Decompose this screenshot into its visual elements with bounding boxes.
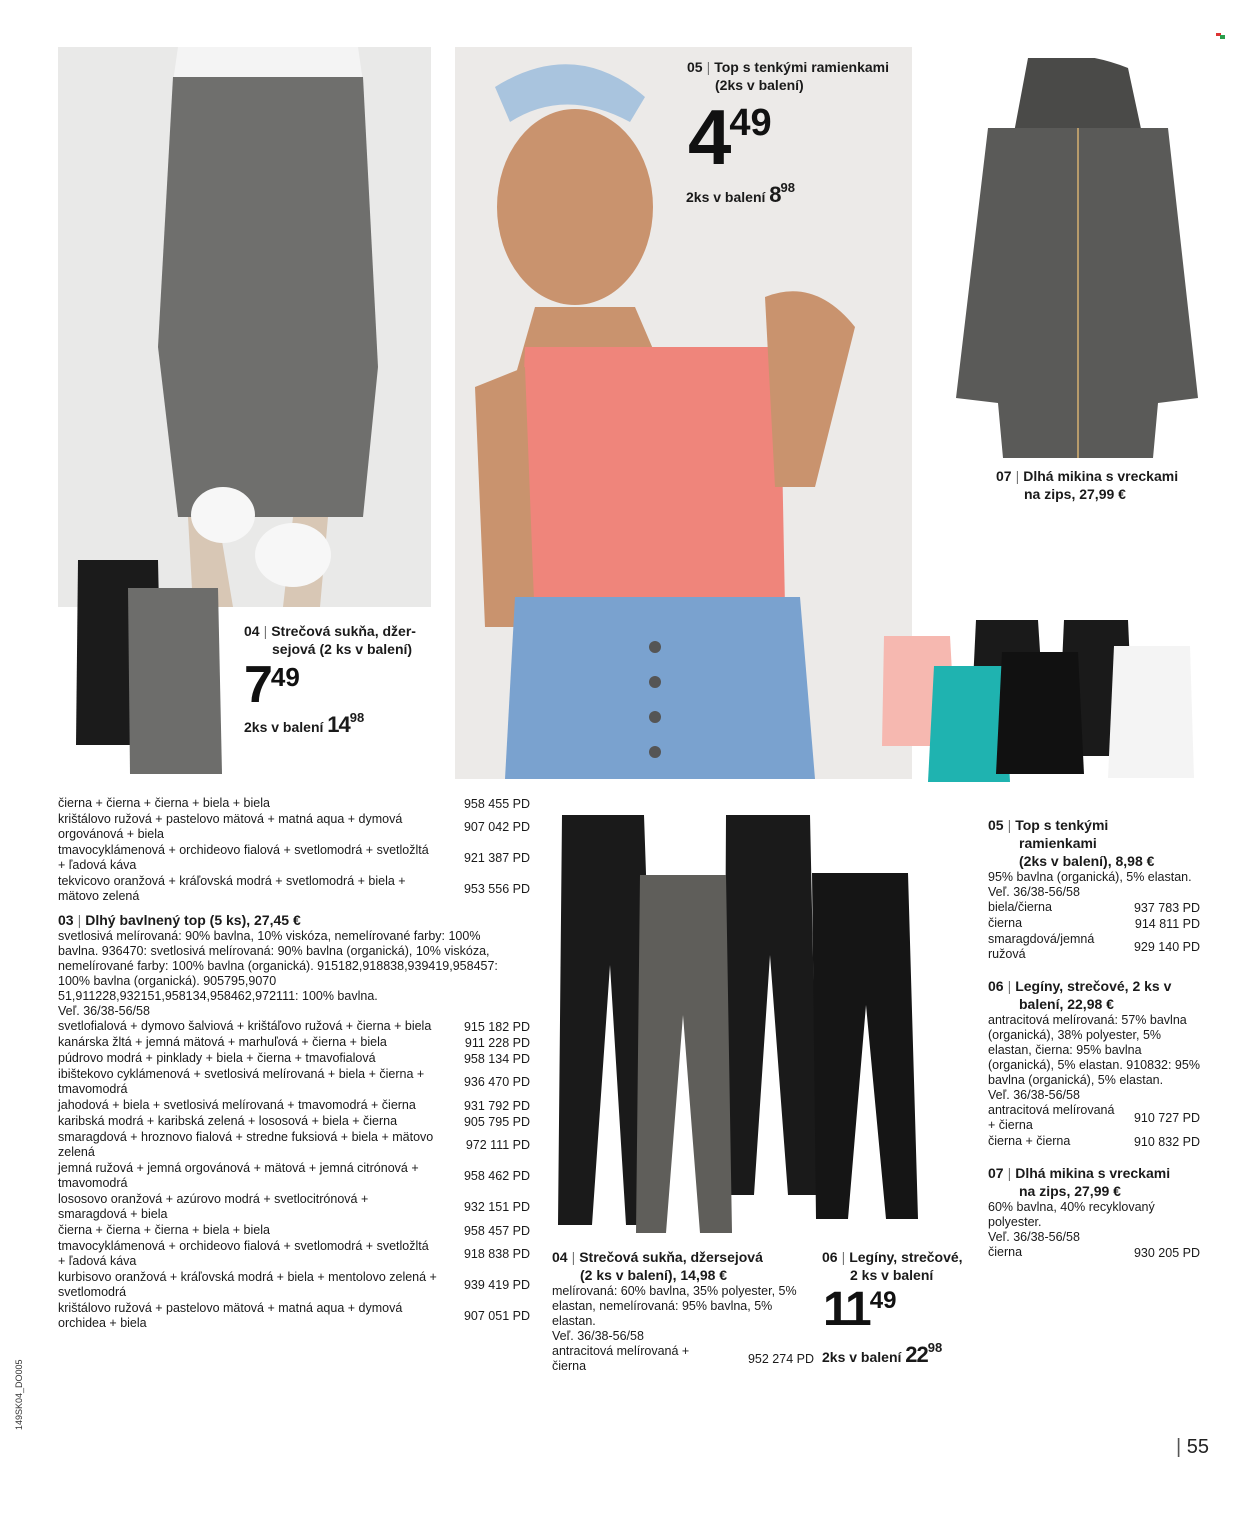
table-row (58, 1130, 530, 1161)
p06-mid-price-cents: 49 (869, 1287, 897, 1314)
p06-mid-pack (822, 1342, 942, 1368)
p04-top-title-1: Strečová sukňa, džer- (271, 623, 416, 639)
row-colors: čierna + čierna + čierna + biela + biela (58, 1223, 270, 1237)
row-colors: smaragdová/jemná ružová (988, 932, 1095, 961)
table-row (988, 1103, 1200, 1134)
p04-mid-title-2: (2 ks v balení), 14,98 € (580, 1267, 728, 1283)
row-product-code: 918 838 PD (463, 1247, 530, 1261)
row-product-code: 907 042 PD (463, 820, 530, 834)
table-row (988, 916, 1200, 932)
p05-right-description: 95% bavlna (organická), 5% elastan. (988, 870, 1192, 884)
row-colors: krištálovo ružová + pastelovo mätová + matná aqua + dymová orgovánová + biela (58, 812, 403, 841)
table-row (58, 1301, 530, 1332)
p05-right-sizes: Veľ. 36/38-56/58 (988, 885, 1080, 899)
row-colors: jemná ružová + jemná orgovánová + mätová + jemná citrónová + tmavomodrá (58, 1161, 419, 1190)
p06-mid-number: 06 (822, 1249, 838, 1265)
p03-description: svetlosivá melírovaná: 90% bavlna, 10% viskóza, nemelírované farby: 100% bavlna. 936470: svetlosivá melírovaná: 90% bavlna (organická), 10% viskóza, nemelírované farby: 100% bavlna (organická). 915182,918838,939419,958457: 100% bavlna (organická). 905795,9070 51,911228,932151,958134,958462,972111: 100% bavlna. (58, 929, 498, 1003)
table-row (58, 1161, 530, 1192)
row-colors: ibištekovo cyklámenová + svetlosivá melírovaná + biela + čierna + tmavomodrá (58, 1067, 425, 1096)
table-row (58, 1035, 530, 1051)
p06-right-title-2: balení, 22,98 € (1019, 996, 1114, 1012)
p03-heading: 03 | Dlhý bavlnený top (5 ks), 27,45 € (58, 912, 301, 928)
p07-right-sizes: Veľ. 36/38-56/58 (988, 1230, 1080, 1244)
p07-right-number: 07 (988, 1165, 1004, 1181)
skirts-inset (70, 560, 240, 782)
p04-mid-variant-text: antracitová melírovaná + čierna (552, 1344, 690, 1373)
table-row (58, 874, 530, 905)
p06-mid-heading: 06 | Legíny, strečové, 2 ks v balení (822, 1249, 963, 1283)
row-colors: antracitová melírovaná + čierna (988, 1103, 1115, 1132)
table-row (988, 1134, 1200, 1150)
row-product-code: 929 140 PD (1133, 940, 1200, 954)
p04-top-price-cents: 49 (270, 662, 300, 692)
page-number: 55 (1186, 1436, 1210, 1458)
p05-top-title-1: Top s tenkými ramienkami (714, 59, 890, 75)
side-code: 149SK04_DO005 (14, 1359, 24, 1430)
row-product-code: 958 134 PD (463, 1051, 530, 1066)
p04-top-pack (244, 712, 364, 738)
p03-number: 03 (58, 912, 74, 928)
p05-top-price-cents: 49 (729, 102, 772, 144)
left-column (58, 796, 530, 1332)
row-product-code: 932 151 PD (463, 1200, 530, 1214)
table-row (58, 1051, 530, 1067)
p05-top-heading: 05 | Top s tenkými ramienkami (2ks v balení) (687, 59, 890, 93)
p07-right-variants (988, 1245, 1200, 1261)
table-row (58, 1067, 530, 1098)
p05-right-title-1: Top s tenkými (1015, 817, 1109, 833)
row-colors: kurbisovo oranžová + kráľovská modrá + biela + mentolovo zelená + svetlomodrá (58, 1270, 437, 1299)
row-product-code: 911 228 PD (464, 1035, 530, 1050)
p04-top-price-euros: 7 (244, 656, 271, 714)
table-row (58, 796, 530, 812)
row-colors: čierna + čierna (988, 1134, 1071, 1148)
p06-mid-title-1: Legíny, strečové, (849, 1249, 963, 1265)
p05-top-price-euros: 4 (688, 93, 730, 181)
row-colors: krištálovo ružová + pastelovo mätová + matná aqua + dymová orchidea + biela (58, 1301, 403, 1330)
p07-right-heading: 07 | Dlhá mikina s vreckami na zips, 27,99 € (988, 1165, 1171, 1199)
row-product-code: 953 556 PD (463, 882, 530, 896)
table-row (58, 1192, 530, 1223)
p06-mid-pack-label: 2ks v balení (822, 1349, 902, 1365)
p05-top-pack-cents: 98 (780, 180, 795, 195)
p07-top-title-2: na zips, 27,99 € (1024, 486, 1126, 502)
row-colors: čierna (988, 1245, 1023, 1259)
row-product-code: 910 727 PD (1133, 1111, 1200, 1125)
row-colors: tmavocyklámenová + orchideovo fialová + svetlomodrá + svetložltá + ľadová káva (58, 1239, 429, 1268)
p03-sizes: Veľ. 36/38-56/58 (58, 1004, 150, 1018)
p06-mid-price (823, 1282, 896, 1338)
table-row (988, 1245, 1200, 1261)
p05-top-number: 05 (687, 59, 703, 75)
p04-top-pack-label: 2ks v balení (244, 719, 324, 735)
row-product-code: 905 795 PD (463, 1114, 530, 1129)
p05-top-pack-label: 2ks v balení (686, 189, 766, 205)
p04-top-pack-price: 14 (327, 712, 350, 737)
row-product-code: 937 783 PD (1133, 900, 1200, 915)
row-colors: čierna + čierna + čierna + biela + biela (58, 796, 270, 810)
p05-right-title-2: ramienkami (1019, 835, 1097, 851)
table-row (58, 1270, 530, 1301)
row-product-code: 939 419 PD (463, 1278, 530, 1292)
p05-top-pack-price: 8 (769, 182, 781, 207)
p04-top-pack-cents: 98 (349, 710, 365, 725)
p06-mid-pack-cents: 98 (927, 1340, 943, 1355)
p06-mid-title-2: 2 ks v balení (850, 1267, 934, 1283)
p05-right-number: 05 (988, 817, 1004, 833)
p04-mid-description: melírovaná: 60% bavlna, 35% polyester, 5% elastan, nemelírovaná: 95% bavlna, 5% elastan. (552, 1284, 797, 1328)
table-row (58, 1223, 530, 1239)
p07-top-title-1: Dlhá mikina s vreckami (1023, 468, 1179, 484)
leggings-photo (548, 815, 938, 1235)
row-product-code: 958 457 PD (463, 1223, 530, 1238)
row-colors: biela/čierna (988, 900, 1052, 914)
row-product-code: 907 051 PD (463, 1309, 530, 1323)
row-colors: karibská modrá + karibská zelená + lososová + biela + čierna (58, 1114, 398, 1128)
row-colors: svetlofialová + dymovo šalviová + krištáľovo ružová + čierna + biela (58, 1019, 432, 1033)
p04-mid-title-1: Strečová sukňa, džersejová (579, 1249, 763, 1265)
row-product-code: 931 792 PD (463, 1098, 530, 1113)
table-row (552, 1344, 814, 1374)
p07-right-title-2: na zips, 27,99 € (1019, 1183, 1121, 1199)
row-colors: tmavocyklámenová + orchideovo fialová + svetlomodrá + svetložltá + ľadová káva (58, 843, 429, 872)
p05-right-title-3: (2ks v balení), 8,98 € (1019, 853, 1155, 869)
row-colors: kanárska žltá + jemná mätová + marhuľová + čierna + biela (58, 1035, 387, 1049)
row-product-code: 910 832 PD (1133, 1134, 1200, 1149)
p07-right-title-1: Dlhá mikina s vreckami (1015, 1165, 1171, 1181)
hoodie-photo (948, 58, 1208, 458)
p04-mid-sizes: Veľ. 36/38-56/58 (552, 1329, 644, 1343)
skirt-model-illustration (58, 47, 431, 607)
p07-right-description: 60% bavlna, 40% recyklovaný polyester. (988, 1200, 1155, 1229)
p06-right-description: antracitová melírovaná: 57% bavlna (organická), 38% polyester, 5% elastan, čierna: 95% bavlna (organická), 5% elastan. 910832: 95% bavlna (organická), 5% elastan. (988, 1013, 1200, 1087)
p06-right-sizes: Veľ. 36/38-56/58 (988, 1088, 1080, 1102)
row-product-code: 972 111 PD (465, 1138, 530, 1152)
p06-mid-pack-price: 22 (905, 1342, 928, 1367)
p04-top-heading: 04 | Strečová sukňa, džer- sejová (2 ks v balení) (244, 623, 416, 657)
row-product-code: 921 387 PD (463, 851, 530, 865)
p06-right-variants (988, 1103, 1200, 1150)
tank-tops-inset (878, 606, 1196, 782)
row-product-code: 958 462 PD (463, 1169, 530, 1183)
p05-top-title-2: (2ks v balení) (715, 77, 804, 93)
table-row (988, 932, 1200, 963)
tank-top-model-photo (455, 47, 912, 779)
p06-right-heading: 06 | Legíny, strečové, 2 ks v balení, 22,98 € (988, 978, 1172, 1012)
row-colors: púdrovo modrá + pinklady + biela + čierna + tmavofialová (58, 1051, 376, 1065)
row-colors: tekvicovo oranžová + kráľovská modrá + svetlomodrá + biela + mätovo zelená (58, 874, 406, 903)
p04-mid-number: 04 (552, 1249, 568, 1265)
p04-top-number: 04 (244, 623, 260, 639)
row-product-code: 936 470 PD (463, 1075, 530, 1089)
p04-mid-variant-code: 952 274 PD (747, 1351, 814, 1366)
row-product-code: 958 455 PD (463, 796, 530, 811)
p05-right-heading: 05 | Top s tenkými ramienkami (2ks v balení), 8,98 € (988, 817, 1155, 869)
table-row (58, 1114, 530, 1130)
table-row (58, 843, 530, 874)
table-row (58, 1098, 530, 1114)
row-colors: lososovo oranžová + azúrovo modrá + svetlocitrónová + smaragdová + biela (58, 1192, 369, 1221)
left-list-a (58, 796, 530, 905)
p04-top-price (244, 656, 300, 714)
row-colors: čierna (988, 916, 1023, 930)
row-product-code: 915 182 PD (463, 1019, 530, 1034)
p05-top-pack (686, 182, 795, 208)
p06-right-number: 06 (988, 978, 1004, 994)
row-colors: smaragdová + hroznovo fialová + stredne fuksiová + biela + mätovo zelená (58, 1130, 434, 1159)
p04-mid-variants (552, 1344, 814, 1374)
p03-title: Dlhý bavlnený top (5 ks), 27,45 € (85, 912, 301, 928)
p05-top-price (688, 92, 772, 182)
row-product-code: 930 205 PD (1133, 1245, 1200, 1260)
table-row (58, 1019, 530, 1035)
table-row (58, 1239, 530, 1270)
left-list-b (58, 1019, 530, 1332)
p04-mid-heading: 04 | Strečová sukňa, džersejová (2 ks v balení), 14,98 € (552, 1249, 763, 1283)
side-code-wrapper (14, 1359, 28, 1540)
p05-right-variants (988, 900, 1200, 963)
p04-mid-block (552, 1248, 814, 1374)
p07-top-heading: 07 | Dlhá mikina s vreckami na zips, 27,99 € (996, 468, 1179, 502)
row-product-code: 914 811 PD (1134, 916, 1200, 931)
p04-top-title-2: sejová (2 ks v balení) (272, 641, 413, 657)
p06-mid-price-euros: 11 (823, 1283, 870, 1336)
skirt-photo (58, 47, 431, 607)
p07-top-number: 07 (996, 468, 1012, 484)
table-row (988, 900, 1200, 916)
p06-right-title-1: Legíny, strečové, 2 ks v (1015, 978, 1172, 994)
table-row (58, 812, 530, 843)
logo-mark (1216, 33, 1225, 39)
right-column (988, 816, 1200, 1261)
page-number-wrapper: | 55 (1176, 1436, 1210, 1458)
row-colors: jahodová + biela + svetlosivá melírovaná + tmavomodrá + čierna (58, 1098, 416, 1112)
